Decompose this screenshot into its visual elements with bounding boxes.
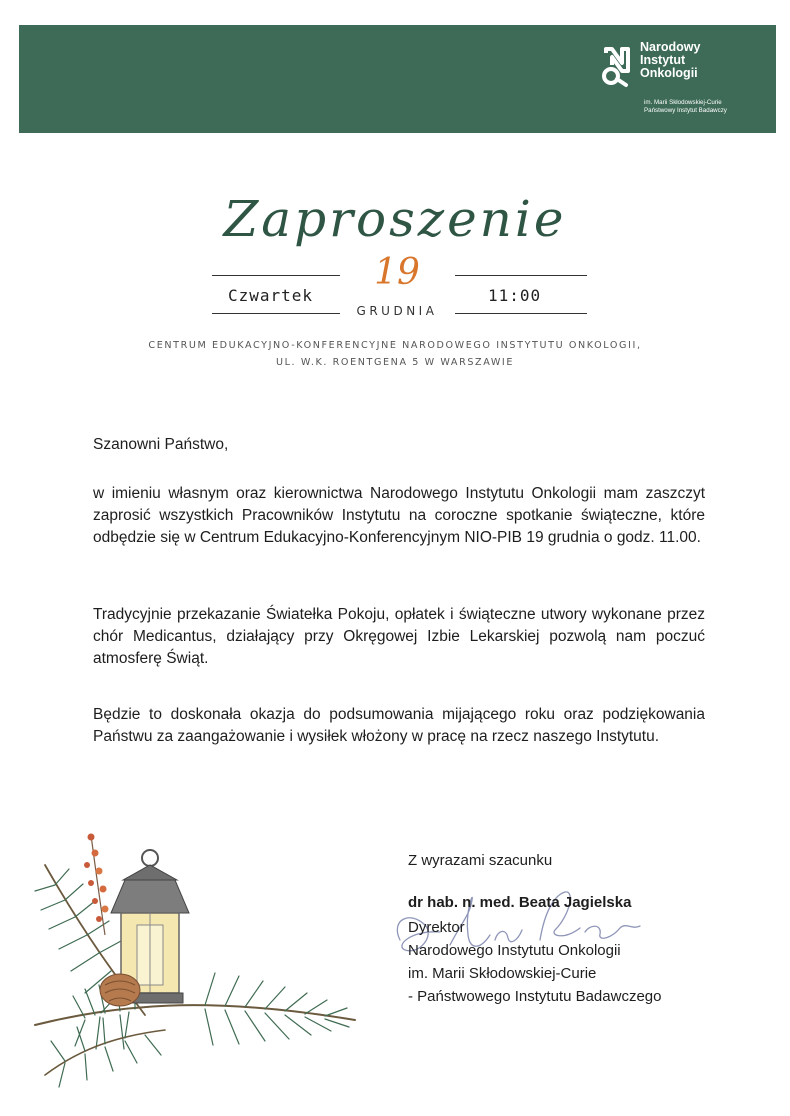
invitation-title: Zaproszenie [223,190,567,248]
closing-text: Z wyrazami szacunku [408,852,553,869]
institution-line: - Państwowego Instytutu Badawczego [408,988,662,1005]
logo-name-line: Instytut [640,53,686,67]
paragraph-text: w imieniu własnym oraz kierownictwa Narodowego Instytutu Onkologii mam zaszczyt zaprosić wszystkich Pracowników Instytutu na coroczne spotkanie świąteczne, które odbędzie się w Centrum Edukacyjno-Konferencyjnym NIO-PIB 19 grudnia o godz. 11.00. [93,485,705,546]
salutation: Szanowni Państwo, [93,436,229,453]
divider [212,313,340,314]
berries-icon [84,834,109,936]
venue-line: CENTRUM EDUKACYJNO-KONFERENCYJNE NARODOWEGO INSTYTUTU ONKOLOGII, [148,340,642,351]
institute-logo [600,41,750,121]
logo-sub-line: im. Marii Skłodowskiej-Curie [644,99,722,106]
event-day-number: 19 [374,252,420,293]
pine-cone-icon [100,974,140,1006]
letter-paragraph [93,604,705,670]
lantern-pine-decoration [25,825,365,1095]
logo-sub-line: Państwowy Instytut Badawczy [644,107,727,114]
event-month: GRUDNIA [356,304,438,318]
venue-line: UL. W.K. ROENTGENA 5 W WARSZAWIE [275,357,515,368]
divider [455,313,587,314]
logo-subtitle [644,99,727,115]
header-band [19,25,776,133]
logo-name [640,41,700,80]
signer-name: dr hab. n. med. Beata Jagielska [408,894,632,911]
logo-name-line: Onkologii [640,66,698,80]
signer-title-block [408,916,661,1008]
event-time: 11:00 [488,286,542,305]
institution-line: im. Marii Skłodowskiej-Curie [408,965,597,982]
nio-logo-icon [600,45,638,89]
logo-name-line: Narodowy [640,40,701,54]
letter-paragraph [93,483,705,549]
paragraph-text: Będzie to doskonała okazja do podsumowania mijającego roku oraz podziękowania Państwu za zaangażowanie i wysiłek włożony w pracę na rzecz naszego Instytutu. [93,706,705,745]
divider [455,275,587,276]
pine-needles-icon [35,865,355,1087]
letter-paragraph [93,704,705,748]
institution-line: Narodowego Instytutu Onkologii [408,942,621,959]
divider [212,275,340,276]
paragraph-text: Tradycyjnie przekazanie Światełka Pokoju, opłatek i świąteczne utwory wykonane przez chór Medicantus, działający przy Okręgowej Izbie Lekarskiej pozwolą nam poczuć atmosferę Świąt. [93,606,705,667]
event-day-name: Czwartek [228,286,314,305]
signer-role: Dyrektor [408,919,465,936]
